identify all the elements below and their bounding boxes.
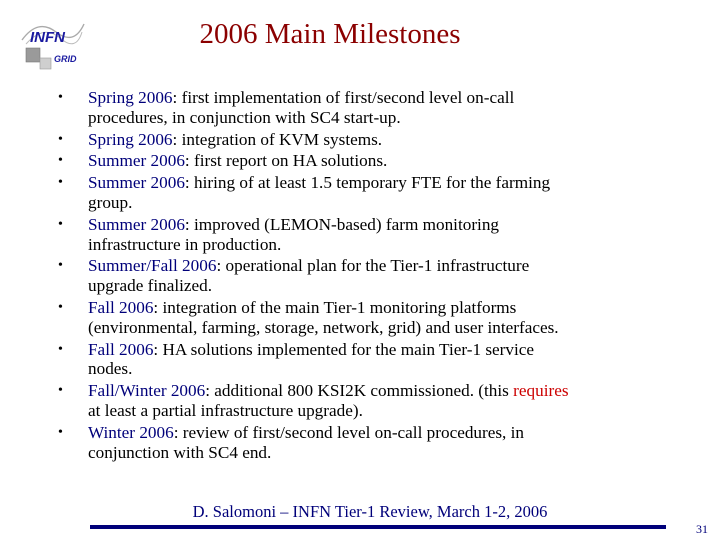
svg-text:INFN: INFN — [30, 29, 65, 46]
milestone-text: group. — [88, 192, 133, 212]
milestone-text: HA solutions implemented for the main Tier-1 service — [162, 339, 535, 359]
bullet-icon: • — [58, 383, 63, 399]
milestone-item: • Spring 2006: first implementation of first/second level on-call procedures, in conjunction with SC4 start-up. — [58, 88, 515, 127]
milestone-text: first report on HA solutions. — [194, 151, 388, 171]
milestone-period: Spring 2006 — [88, 129, 173, 149]
bullet-icon: • — [58, 258, 63, 274]
milestone-item: • Summer 2006: improved (LEMON-based) farm monitoring infrastructure in production. — [58, 214, 500, 254]
bullet-icon: • — [58, 341, 63, 357]
milestone-period: Fall/Winter 2006 — [88, 381, 206, 401]
highlight-text: requires — [513, 381, 569, 401]
milestone-text: conjunction with SC4 end. — [88, 442, 272, 462]
slide-title: 2006 Main Milestones — [199, 18, 461, 50]
footer-rule — [90, 525, 666, 529]
milestone-item: • Winter 2006: review of first/second level on-call procedures, in conjunction with SC4 end. — [58, 422, 525, 462]
milestone-text: nodes. — [88, 359, 133, 379]
milestone-period: Summer 2006 — [88, 151, 185, 171]
svg-text:GRID: GRID — [54, 54, 77, 64]
milestone-text: infrastructure in production. — [88, 234, 282, 254]
milestone-text: procedures, in conjunction with SC4 start-up. — [88, 107, 401, 127]
milestone-text: (environmental, farming, storage, network, grid) and user interfaces. — [88, 317, 559, 337]
milestone-period: Summer 2006 — [88, 214, 185, 234]
milestone-text: first implementation of first/second level on-call — [181, 88, 515, 107]
bullet-icon: • — [58, 216, 63, 232]
milestone-text: upgrade finalized. — [88, 276, 213, 296]
bullet-icon: • — [58, 299, 63, 315]
milestone-text: operational plan for the Tier-1 infrastructure — [225, 256, 530, 276]
milestone-item: • Fall/Winter 2006: additional 800 KSI2K commissioned. (this requires at least a partial infrastructure upgrade). — [58, 381, 569, 420]
milestone-list — [56, 88, 666, 464]
footer-text: D. Salomoni – INFN Tier-1 Review, March 1-2, 2006 — [192, 502, 548, 521]
milestone-text: review of first/second level on-call procedures, in — [182, 422, 525, 442]
milestone-item: • Summer 2006: hiring of at least 1.5 temporary FTE for the farming group. — [58, 173, 551, 212]
page-number: 31 — [696, 522, 708, 536]
milestone-period: Fall 2006 — [88, 339, 154, 359]
milestone-item: • Summer/Fall 2006: operational plan for the Tier-1 infrastructure upgrade finalized. — [58, 256, 530, 296]
bullet-icon: • — [58, 131, 63, 147]
milestone-text: integration of KVM systems. — [181, 129, 383, 149]
bullet-icon: • — [58, 153, 63, 169]
milestone-period: Fall 2006 — [88, 297, 154, 317]
bullet-icon: • — [58, 424, 63, 440]
milestone-period: Summer/Fall 2006 — [88, 256, 217, 276]
milestone-text: hiring of at least 1.5 temporary FTE for the farming — [194, 173, 551, 193]
milestone-item: • Summer 2006: first report on HA solutions. — [58, 151, 388, 171]
milestone-item: • Fall 2006: integration of the main Tier-1 monitoring platforms (environmental, farming, storage, network, grid) and user interfaces. — [58, 297, 559, 337]
milestone-period: Summer 2006 — [88, 173, 185, 193]
milestone-item: • Fall 2006: HA solutions implemented for the main Tier-1 service nodes. — [58, 339, 535, 379]
milestone-item: • Spring 2006: integration of KVM systems. — [58, 129, 383, 149]
bullet-icon: • — [58, 175, 63, 191]
milestone-period: Spring 2006 — [88, 88, 173, 107]
milestone-period: Winter 2006 — [88, 422, 174, 442]
milestone-text: additional 800 KSI2K commissioned. (this — [214, 381, 514, 401]
milestone-text: integration of the main Tier-1 monitoring platforms — [162, 297, 517, 317]
milestone-text: improved (LEMON-based) farm monitoring — [194, 214, 500, 234]
milestone-text: at least a partial infrastructure upgrade). — [88, 400, 363, 420]
bullet-icon: • — [58, 90, 63, 105]
